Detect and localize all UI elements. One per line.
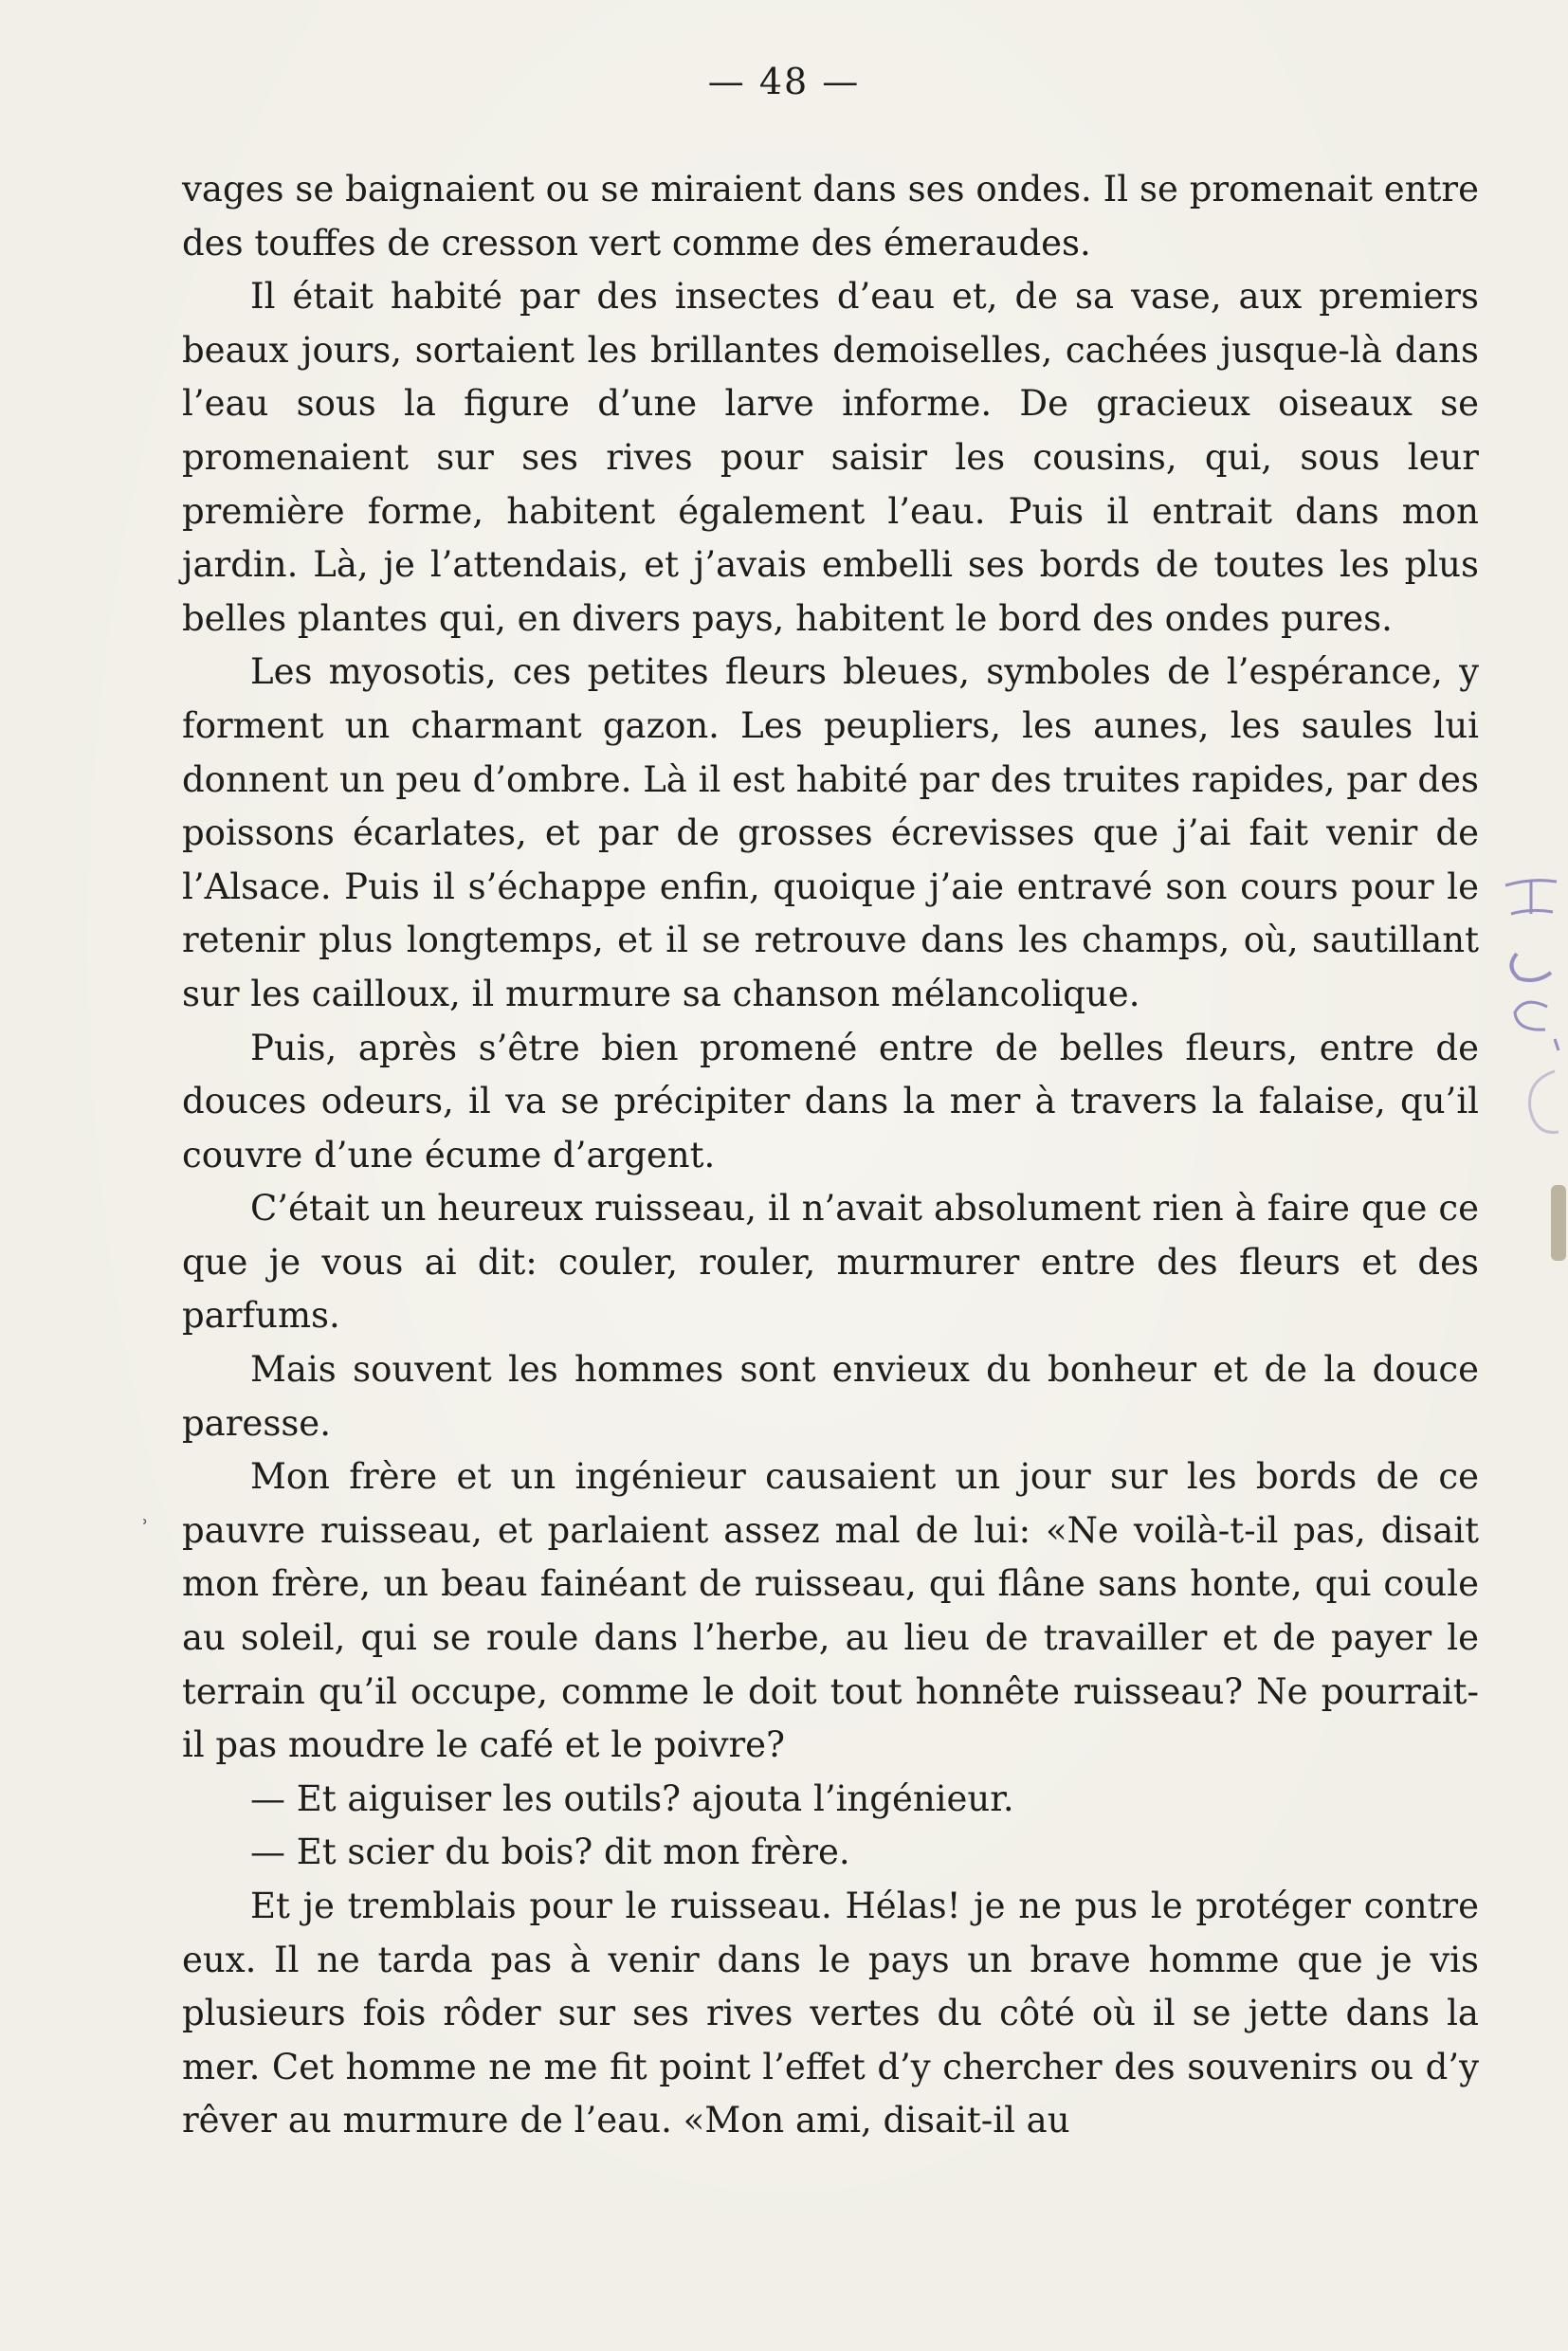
margin-stamp-mark bbox=[1517, 1062, 1568, 1147]
paragraph: Puis, après s’être bien promené entre de belles fleurs, entre de douces odeurs, il va se précipiter dans la mer à travers la falaise, qu’il couvre d’une écume d’argent. bbox=[182, 1027, 1479, 1176]
paragraph: Les myosotis, ces petites fleurs bleues, symboles de l’espérance, y forment un charmant gazon. Les peupliers, les aunes, les saules lui donnent un peu d’ombre. Là il est habité par des truites rapides, par des poissons écarlates, et par de grosses écrevisses que j’ai fait venir de l’Alsace. Puis il s’échappe enfin, quoique j’aie entravé son cours pour le retenir plus longtemps, et il se retrouve dans les champs, où, sautillant sur les cailloux, il murmure sa chanson mélancolique. bbox=[182, 651, 1479, 1014]
paragraph: vages se baignaient ou se miraient dans ses ondes. Il se promenait entre des touffes de cresson vert comme des émeraudes. bbox=[182, 169, 1479, 264]
paragraph: — Et aiguiser les outils? ajouta l’ingénieur. bbox=[250, 1777, 1014, 1819]
margin-tick: ʾ bbox=[142, 1517, 149, 1540]
paper-stain bbox=[1551, 1185, 1566, 1261]
paragraph: C’était un heureux ruisseau, il n’avait absolument rien à faire que ce que je vous ai dit: couler, rouler, murmurer entre des fleurs et des parfums. bbox=[182, 1188, 1479, 1337]
paragraph: Mais souvent les hommes sont envieux du bonheur et de la douce paresse. bbox=[182, 1349, 1479, 1444]
paragraph: — Et scier du bois? dit mon frère. bbox=[250, 1832, 850, 1873]
body-text bbox=[182, 163, 1479, 2148]
paragraph: Et je tremblais pour le ruisseau. Hélas! je ne pus le protéger contre eux. Il ne tarda pas à venir dans le pays un brave homme que je vis plusieurs fois rôder sur ses rives vertes du côté où il se jette dans la mer. Cet homme ne me fit point l’effet d’y chercher des souvenirs ou d’y rêver au murmure de l’eau. «Mon ami, disait-il au bbox=[182, 1886, 1479, 2141]
paragraph: Il était habité par des insectes d’eau et, de sa vase, aux premiers beaux jours, sortaient les brillantes demoiselles, cachées jusque-là dans l’eau sous la figure d’une larve informe. De gracieux oiseaux se promenaient sur ses rives pour saisir les cousins, qui, sous leur première forme, habitent également l’eau. Puis il entrait dans mon jardin. Là, je l’attendais, et j’avais embelli ses bords de toutes les plus belles plantes qui, en divers pays, habitent le bord des ondes pures. bbox=[182, 276, 1479, 639]
page-number: — 48 — bbox=[707, 61, 861, 102]
margin-stamp-mark bbox=[1498, 872, 1564, 1062]
paragraph: Mon frère et un ingénieur causaient un jour sur les bords de ce pauvre ruisseau, et parlaient assez mal de lui: «Ne voilà-t-il pas, disait mon frère, un beau fainéant de ruisseau, qui flâne sans honte, qui coule au soleil, qui se roule dans l’herbe, au lieu de travailler et de payer le terrain qu’il occupe, comme le doit tout honnête ruisseau? Ne pourrait-il pas moudre le café et le poivre? bbox=[182, 1456, 1479, 1766]
